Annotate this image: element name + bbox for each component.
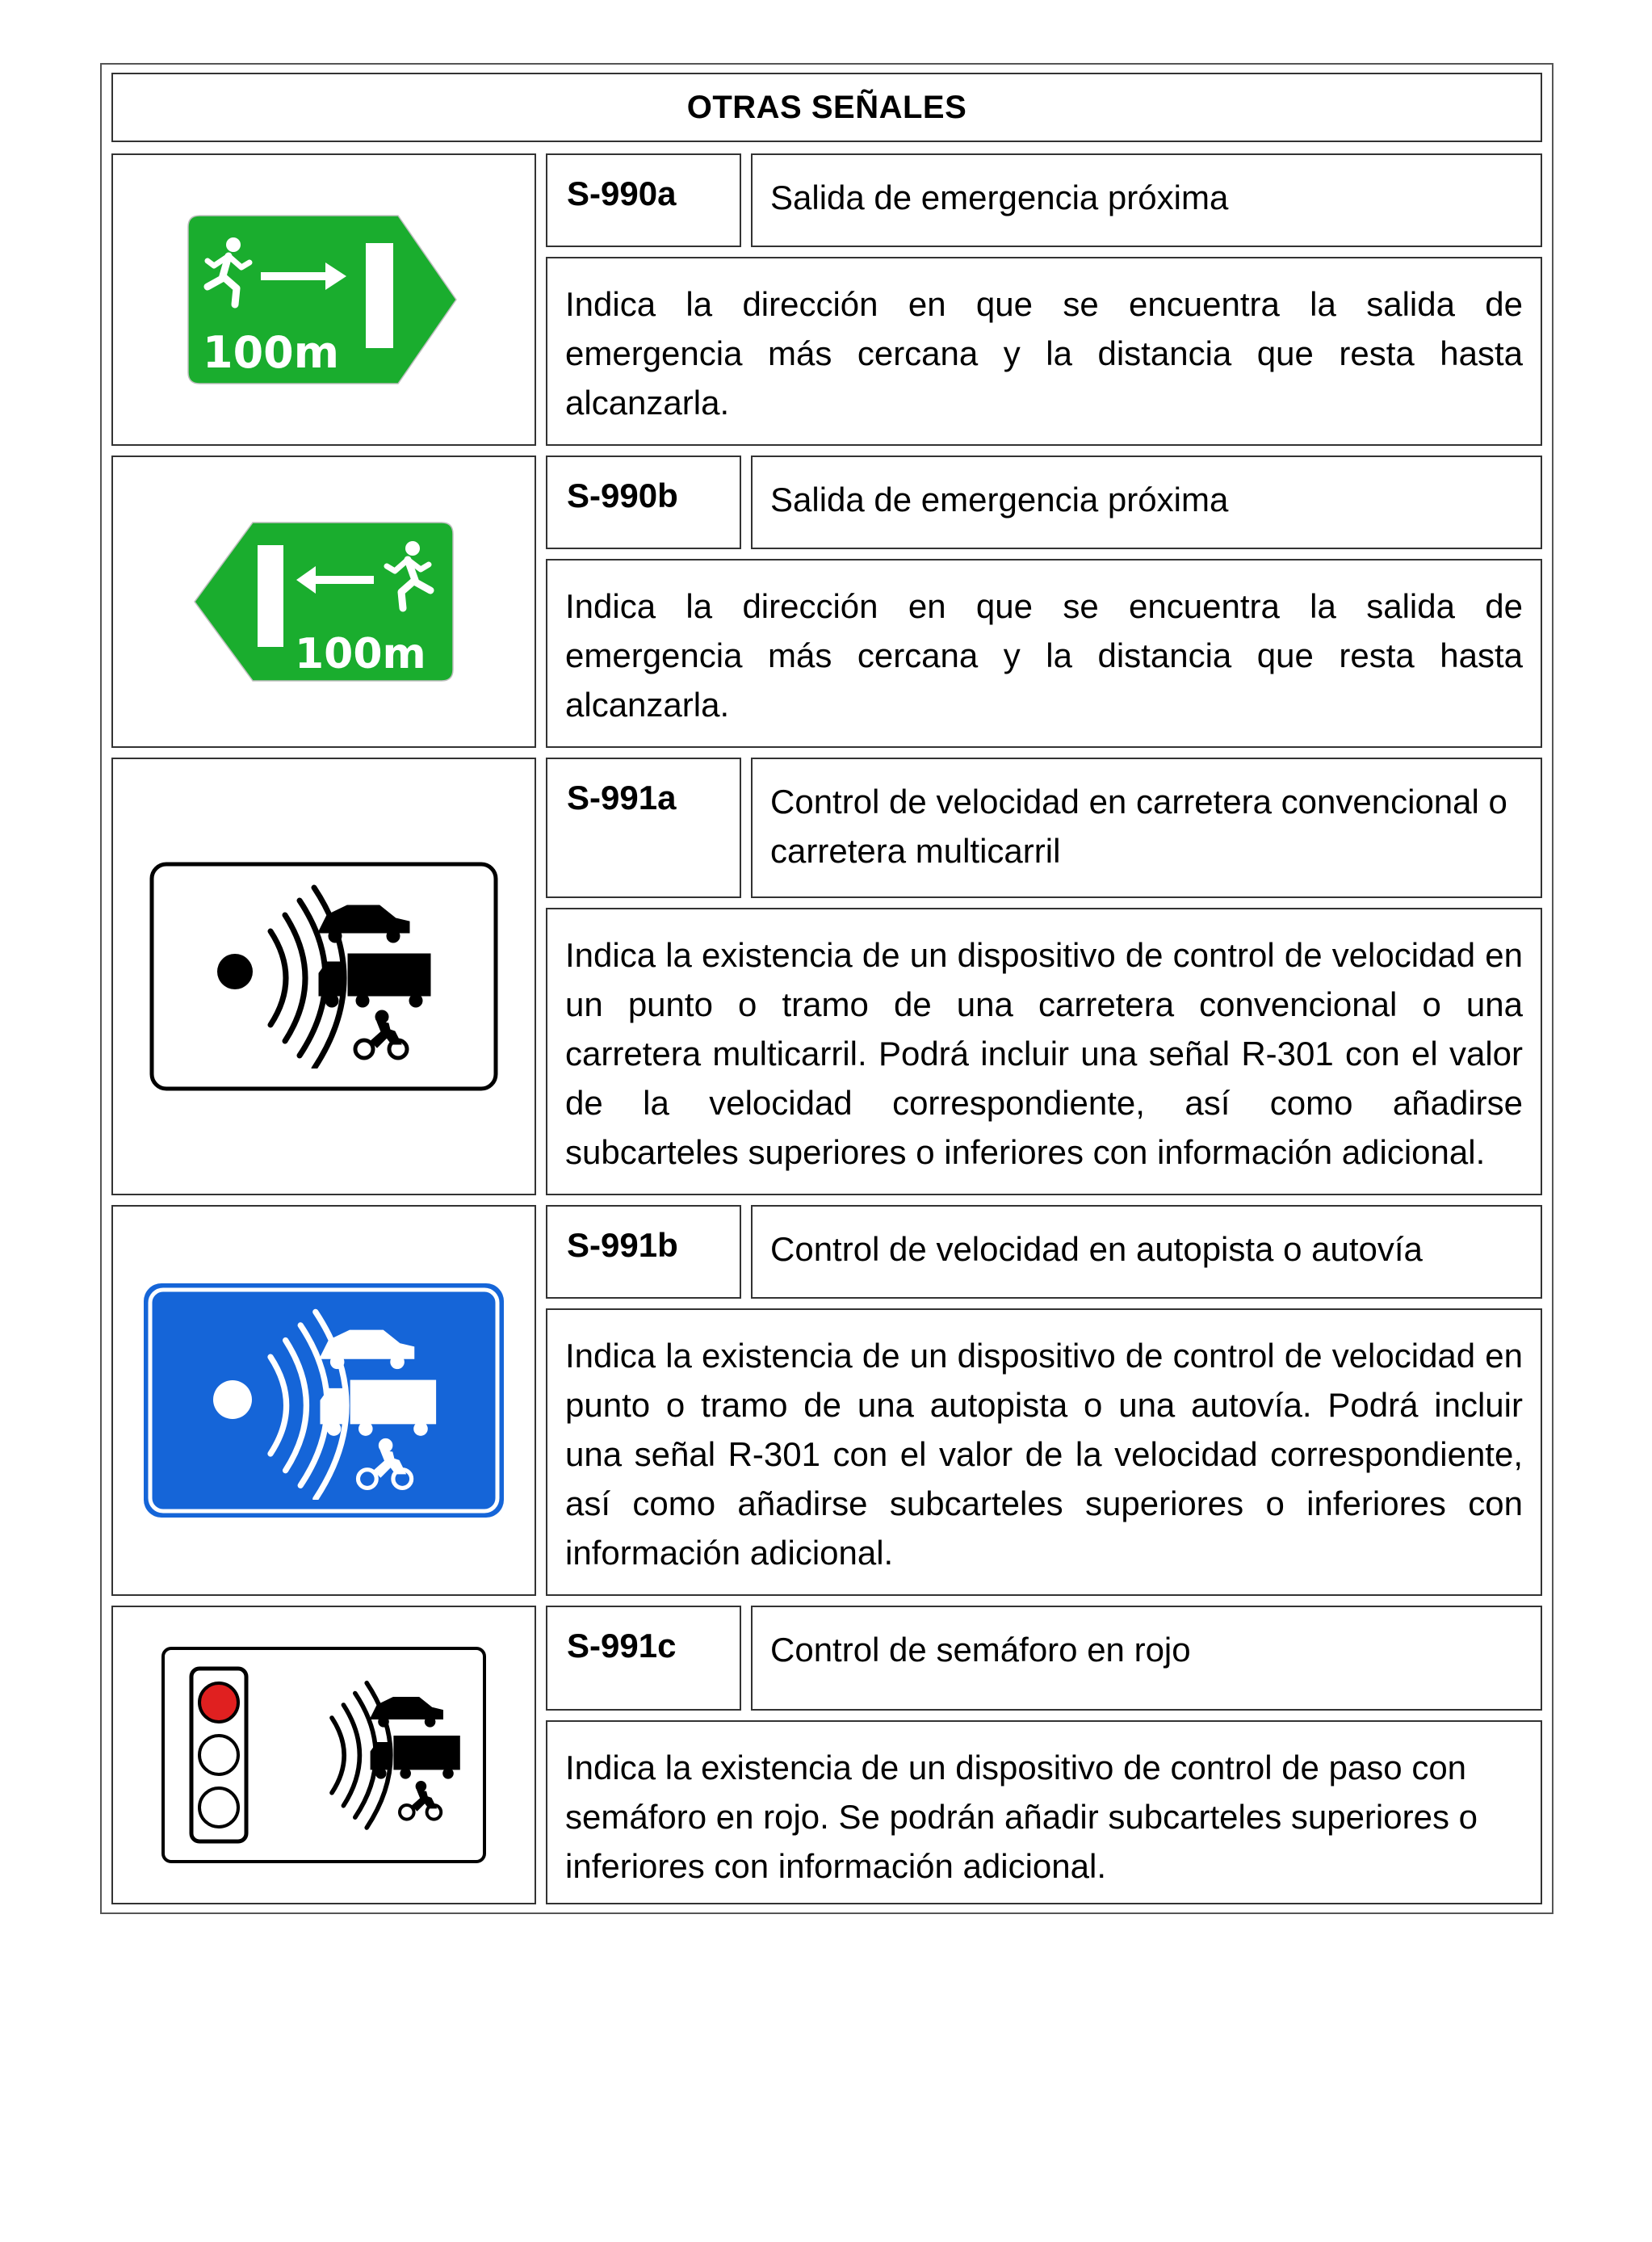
sign-cell-s990b (111, 456, 536, 748)
sign-name: Salida de emergencia próxima (751, 153, 1542, 247)
radar-emitter-icon (213, 1380, 252, 1419)
emergency-exit-left-sign (193, 521, 455, 682)
sign-distance: 100m (203, 327, 339, 378)
sign-description: Indica la dirección en que se encuentra la salida de emergencia más cercana y la distancia que resta hasta alcanzarla. (546, 559, 1542, 748)
speed-control-sign (149, 862, 498, 1091)
speed-control-motorway-sign (142, 1282, 505, 1519)
sign-description: Indica la existencia de un dispositivo de control de velocidad en punto o tramo de una autopista o una autovía. Podrá incluir una señal R-301 con el valor de la velocidad correspondiente, así como añadirse subcarteles superiores o inferiores con información adicional. (546, 1308, 1542, 1596)
sign-code: S-991b (546, 1205, 741, 1299)
sign-cell-s991c (111, 1606, 536, 1904)
sign-code: S-991a (546, 758, 741, 898)
radar-emitter-icon (217, 954, 253, 989)
sign-description: Indica la existencia de un dispositivo de control de velocidad en un punto o tramo de una carretera convencional o una carretera multicarril. Podrá incluir una señal R-301 con el valor de la velocidad correspondiente, así como añadirse subcarteles superiores o inferiores con información adicional. (546, 908, 1542, 1195)
emergency-exit-right-sign (187, 214, 461, 385)
sign-name: Control de semáforo en rojo (751, 1606, 1542, 1711)
sign-distance: 100m (295, 630, 426, 678)
sign-code: S-990a (546, 153, 741, 247)
sign-name: Control de velocidad en carretera convencional o carretera multicarril (751, 758, 1542, 898)
sign-name: Salida de emergencia próxima (751, 456, 1542, 549)
sign-code: S-991c (546, 1606, 741, 1711)
red-light-control-sign (161, 1646, 487, 1864)
sign-description: Indica la dirección en que se encuentra la salida de emergencia más cercana y la distancia que resta hasta alcanzarla. (546, 257, 1542, 446)
sign-code: S-990b (546, 456, 741, 549)
sign-name: Control de velocidad en autopista o autovía (751, 1205, 1542, 1299)
sign-cell-s990a (111, 153, 536, 446)
sign-cell-s991a (111, 758, 536, 1195)
table-title: OTRAS SEÑALES (111, 73, 1542, 142)
sign-cell-s991b (111, 1205, 536, 1596)
sign-description: Indica la existencia de un dispositivo de control de paso con semáforo en rojo. Se podrán añadir subcarteles superiores o inferiores con información adicional. (546, 1720, 1542, 1904)
traffic-light-icon (191, 1669, 246, 1841)
